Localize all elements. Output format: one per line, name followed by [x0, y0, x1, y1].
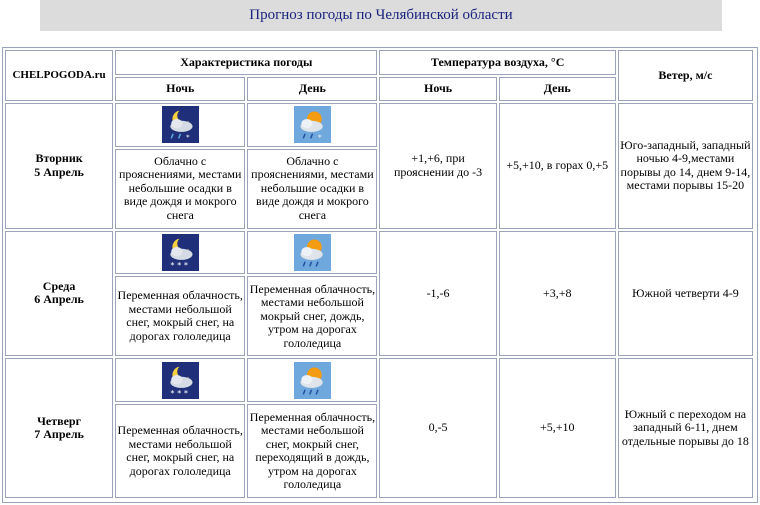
sun-cloud-rain-icon	[294, 362, 331, 399]
day-description: Переменная облачность, местами небольшой мокрый снег, дождь, утром на дорогах гололедица	[247, 276, 377, 356]
wind: Юго-западный, западный ночью 4-9,местами порывы до 14, днем 9-14, местами порывы 15-20	[618, 103, 753, 229]
forecast-table	[3, 48, 755, 500]
day-icon-cell	[247, 103, 377, 147]
weekday: Вторник	[35, 151, 83, 166]
night-description: Переменная облачность, местами небольшой снег, мокрый снег, на дорогах гололедица	[115, 404, 245, 498]
day-description: Переменная облачность, местами небольшой снег, мокрый снег, переходящий в дождь, утром на дорогах гололедица	[247, 404, 377, 498]
header-temp-night: Ночь	[379, 77, 496, 102]
sun-cloud-rain-icon	[294, 234, 331, 271]
night-description: Переменная облачность, местами небольшой снег, мокрый снег, на дорогах гололедица	[115, 276, 245, 356]
weekday: Четверг	[37, 413, 82, 428]
temp-day: +5,+10, в горах 0,+5	[499, 103, 616, 229]
header-weather-characteristics: Характеристика погоды	[115, 50, 377, 75]
day-icon-cell	[247, 231, 377, 275]
night-icon-cell	[115, 358, 245, 402]
wind: Южной четверти 4-9	[618, 231, 753, 357]
temp-day: +3,+8	[499, 231, 616, 357]
header-wind: Ветер, м/с	[618, 50, 753, 101]
header-weather-day: День	[247, 77, 377, 102]
day-icon-cell	[247, 358, 377, 402]
weekday: Среда	[42, 278, 76, 293]
date: 7 Апрель	[34, 427, 84, 442]
moon-cloud-rain-snow-icon	[162, 106, 199, 143]
temp-day: +5,+10	[499, 358, 616, 498]
svg-text:*: *	[185, 132, 190, 142]
day-label	[5, 358, 113, 498]
night-description: Облачно с прояснениями, местами небольшие осадки в виде дождя и мокрого снега	[115, 149, 245, 229]
svg-text:* * *: * * *	[170, 260, 188, 271]
temp-night: +1,+6, при прояснении до -3	[379, 103, 496, 229]
date: 5 Апрель	[34, 164, 84, 179]
moon-cloud-snow-icon	[162, 234, 199, 271]
header-air-temperature: Температура воздуха, °С	[379, 50, 615, 75]
temp-night: 0,-5	[379, 358, 496, 498]
svg-text:* * *: * * *	[170, 387, 188, 398]
svg-text:*: *	[317, 132, 322, 142]
day-label	[5, 231, 113, 357]
sun-cloud-rain-snow-icon	[294, 106, 331, 143]
day-description: Облачно с прояснениями, местами небольшие осадки в виде дождя и мокрого снега	[247, 149, 377, 229]
night-icon-cell	[115, 103, 245, 147]
temp-night: -1,-6	[379, 231, 496, 357]
forecast-table-frame	[2, 47, 758, 503]
date: 6 Апрель	[34, 292, 84, 307]
wind: Южный с переходом на западный 6-11, днем отдельные порывы до 18	[618, 358, 753, 498]
page-title: Прогноз погоды по Челябинской области	[40, 0, 722, 31]
night-icon-cell	[115, 231, 245, 275]
day-label	[5, 103, 113, 229]
header-temp-day: День	[499, 77, 616, 102]
moon-cloud-snow-icon	[162, 362, 199, 399]
header-weather-night: Ночь	[115, 77, 245, 102]
site-name: CHELPOGODA.ru	[5, 50, 113, 101]
